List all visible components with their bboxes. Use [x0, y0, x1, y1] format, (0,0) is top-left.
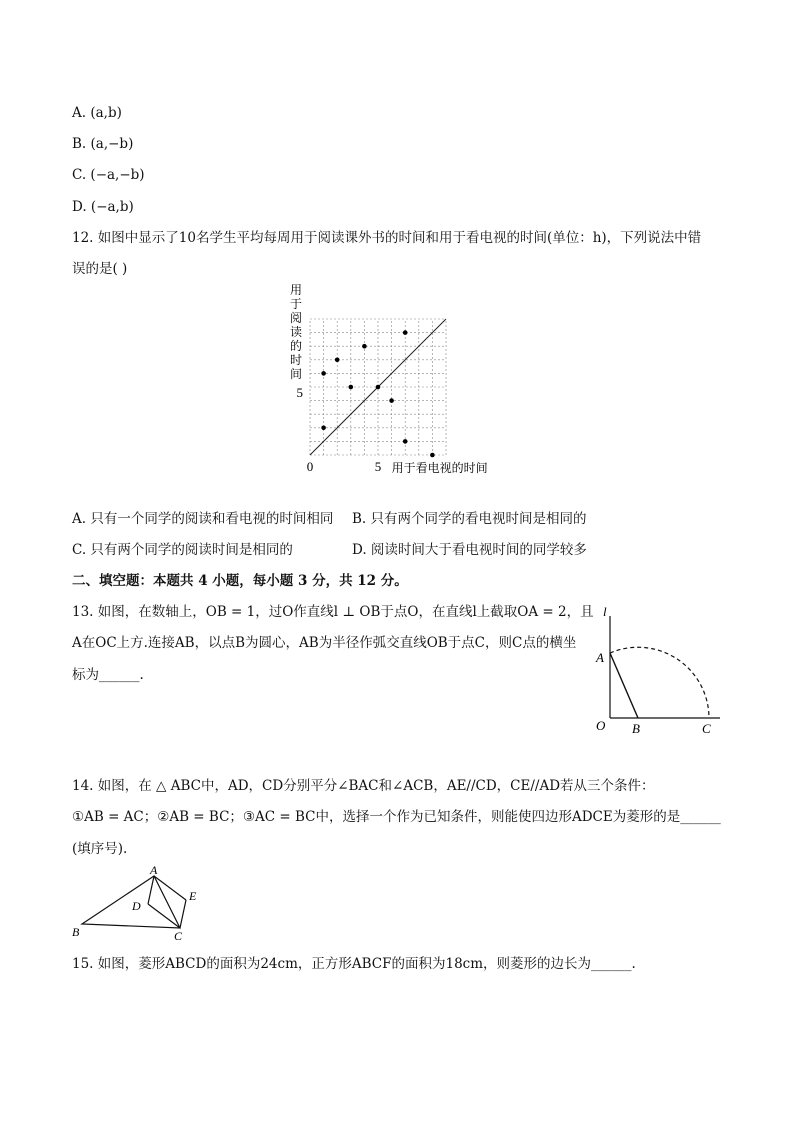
- scatter-point: [321, 426, 326, 431]
- q12-option-d: D. 阅读时间大于看电视时间的同学较多: [352, 542, 587, 558]
- scatter-point: [403, 330, 408, 335]
- y-axis-label-char: 间: [289, 367, 303, 381]
- arc-ac: [610, 647, 709, 718]
- y-axis-label-char: 时: [289, 353, 303, 367]
- q11-option-b: B. (a,−b): [72, 136, 134, 152]
- q11-option-c: C. (−a,−b): [72, 167, 145, 183]
- label-e: E: [189, 889, 197, 903]
- q14-line2: ①AB = AC；②AB = BC；③AC = BC中，选择一个作为已知条件，则能使四边形ADCE为菱形的是______: [72, 809, 721, 825]
- y-axis-label-char: 读: [289, 325, 303, 339]
- scatter-point: [335, 358, 340, 363]
- q13-line3: 标为______.: [72, 667, 144, 683]
- segment-ad: [148, 876, 154, 904]
- segment-ae: [154, 876, 186, 900]
- q12-option-a: A. 只有一个同学的阅读和看电视的时间相同: [72, 511, 334, 527]
- scatter-point: [362, 344, 367, 349]
- q12-stem-line2: 误的是( ): [72, 261, 128, 277]
- x-tick-0: 0: [306, 459, 314, 474]
- q11-option-a: A. (a,b): [72, 105, 122, 121]
- x-tick-5: 5: [374, 459, 382, 474]
- y-axis-label-char: 的: [289, 339, 303, 353]
- segment-ce: [180, 900, 186, 928]
- y-tick-5: 5: [296, 385, 303, 400]
- scatter-point: [376, 385, 381, 390]
- q12-option-c: C. 只有两个同学的阅读时间是相同的: [72, 542, 293, 558]
- label-a: A: [150, 863, 158, 877]
- x-axis-label: 用于看电视的时间: [391, 461, 488, 475]
- q15-line1: 15. 如图，菱形ABCD的面积为24cm，正方形ABCF的面积为18cm，则菱形的边长为______.: [72, 956, 636, 972]
- label-c: C: [702, 721, 711, 736]
- label-c: C: [174, 929, 183, 943]
- q12-option-b: B. 只有两个同学的看电视时间是相同的: [352, 511, 587, 527]
- q11-option-d: D. (−a,b): [72, 199, 134, 215]
- q13-line1: 13. 如图，在数轴上，OB = 1，过O作直线l ⊥ OB于点O，在直线l上截取OA = 2，且: [72, 604, 594, 620]
- scatter-point: [403, 439, 408, 444]
- y-axis-label-char: 阅: [289, 311, 303, 325]
- segment-ab: [610, 653, 638, 718]
- y-axis-label-char: 用: [289, 283, 303, 297]
- scatter-point: [321, 371, 326, 376]
- q12-stem-line1: 12. 如图中显示了10名学生平均每周用于阅读课外书的时间和用于看电视的时间(单位：h)，下列说法中错: [72, 230, 702, 246]
- scatter-point: [389, 398, 394, 403]
- q13-line2: A在OC上方.连接AB，以点B为圆心，AB为半径作弧交直线OB于点C，则C点的横坐: [72, 635, 577, 651]
- q14-line1: 14. 如图，在 △ ABC中，AD，CD分别平分∠BAC和∠ACB，AE//CD，CE//AD若从三个条件：: [72, 778, 655, 794]
- label-b: B: [72, 925, 80, 939]
- scatter-point: [349, 385, 354, 390]
- q14-line3: (填序号).: [72, 841, 128, 857]
- label-l: l: [603, 604, 607, 619]
- label-d: D: [132, 899, 141, 913]
- label-b: B: [632, 721, 640, 736]
- segment-dc: [148, 904, 180, 928]
- label-o: O: [596, 718, 606, 733]
- q13-figure: [590, 598, 730, 740]
- q14-figure: [68, 862, 208, 944]
- scatter-point: [430, 453, 435, 458]
- q12-scatter-chart: [280, 280, 530, 480]
- label-a: A: [596, 650, 604, 665]
- y-axis-label: [290, 283, 302, 381]
- y-axis-label-char: 于: [289, 297, 303, 311]
- section-heading-fill-in: 二、填空题：本题共 4 小题，每小题 3 分，共 12 分。: [72, 573, 408, 589]
